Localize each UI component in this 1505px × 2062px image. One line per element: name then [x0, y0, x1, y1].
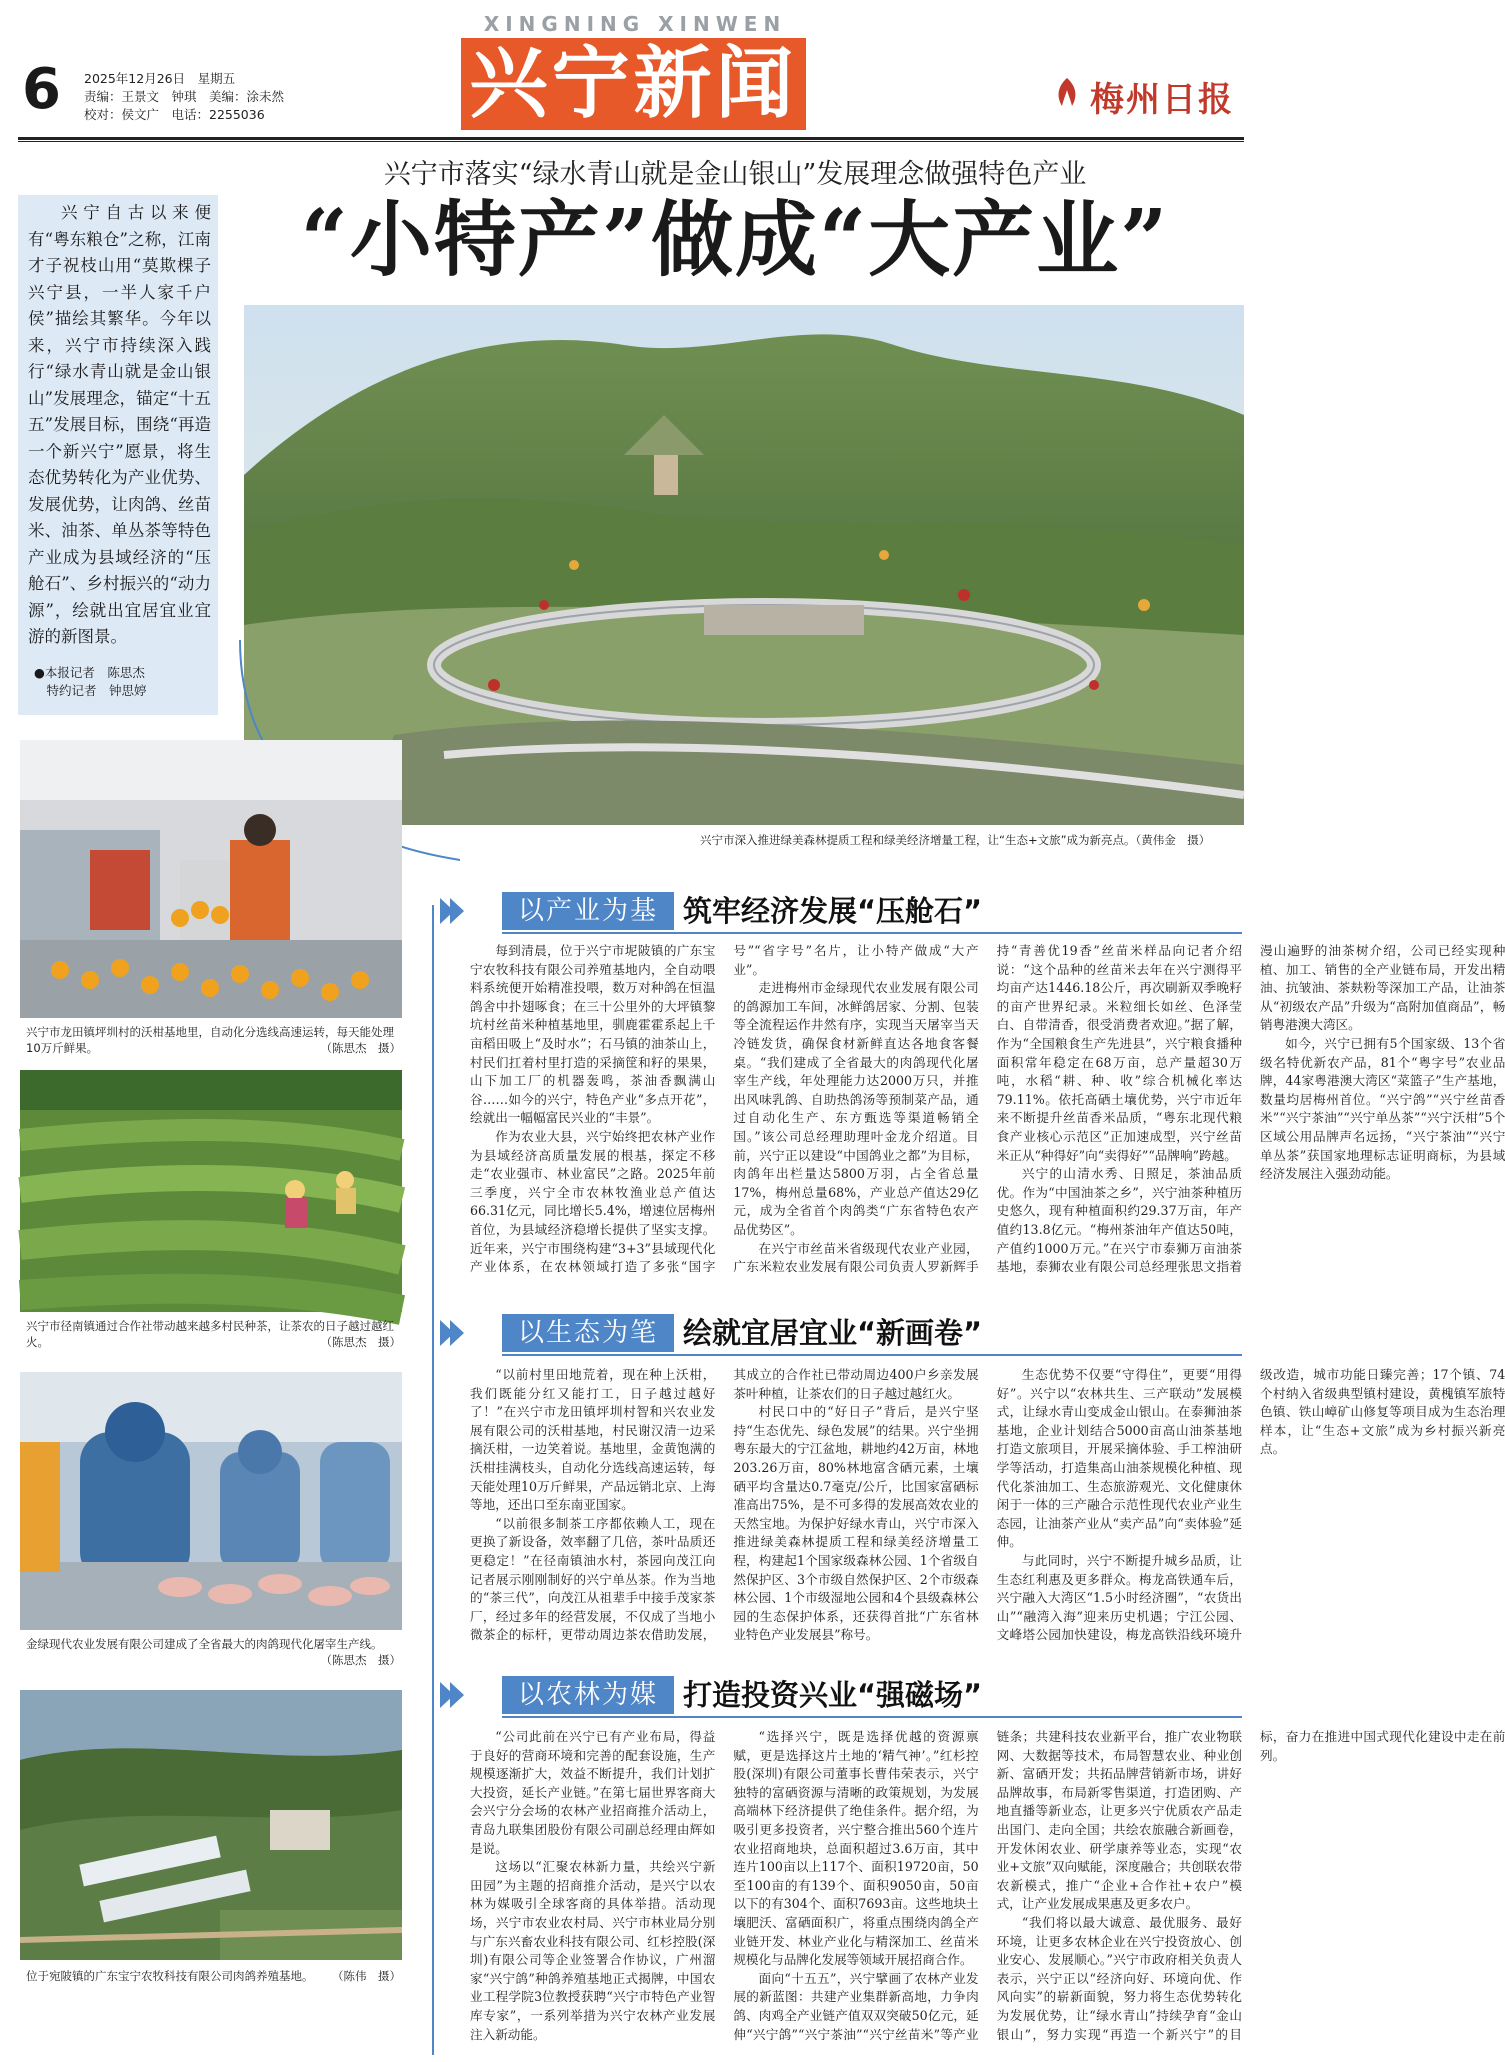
date-line: 2025年12月26日 星期五	[84, 71, 236, 86]
section-2-paragraph: “以前很多制茶工序都依赖人工，现在更换了新设备，效率翻了几倍，茶叶品质还更稳定！”在径南镇油水村，茶园向茂江向记者展示刚刚制好的兴宁单丛茶。作为当地的“茶三代”，向茂江从祖辈手中接手茂家茶厂，经过多年的经营发展，不仅成了当地小微茶企的标杆，更带动周边茶农借助发展，其成立的合作社已带动周边400户乡亲发展茶叶种植，让茶农们的日子越过越红火。	[470, 1367, 979, 1643]
section-pinyin: XINGNING XINWEN	[483, 12, 787, 36]
section-3-arrow-icon	[440, 1682, 466, 1708]
photo-caption-3-text: 金绿现代农业发展有限公司建成了全省最大的肉鸽现代化屠宰生产线。	[26, 1637, 383, 1651]
section-1-arrow-icon	[440, 898, 466, 924]
photo-pigeon-farm	[20, 1690, 402, 1960]
section-3-tag: 以农林为媒	[502, 1676, 674, 1714]
photo-credit-1: （陈思杰 摄）	[320, 1041, 401, 1055]
section-2-paragraph: 与此同时，兴宁不断提升城乡品质，让生态红利惠及更多群众。梅龙高铁通车后，兴宁融入大湾区“1.5小时经济圈”，“农货出山”“融湾入海”迎来历史机遇；宁江公园、文峰塔公园加快建设，梅龙高铁沿线环境升级改造，城市功能日臻完善；17个镇、74个村纳入省级典型镇村建设，黄槐镇军旅特色镇、铁山嶂矿山修复等项目成为生态治理样本，让“生态+文旅”成为乡村振兴新亮点。	[996, 1367, 1505, 1643]
section-1-rule	[502, 932, 1242, 934]
photo-orange-sorting-image	[20, 740, 402, 1018]
proof-line: 校对：侯文广 电话：2255036	[84, 107, 265, 122]
section-1-body	[470, 942, 1505, 1287]
section-3-paragraph: “选择兴宁，既是选择优越的资源禀赋，更是选择这片土地的‘精气神’。”红杉控股(深圳)有限公司董事长曹伟荣表示，兴宁独特的富硒资源与清晰的政策规划，为发展高端林下经济提供了绝佳条件。据介绍，为吸引更多投资者，兴宁整合推出560个连片农业招商地块，总面积超过3.6万亩，其中连片100亩以上117个、面积19720亩，50至100亩的有139个、面积9050亩，50亩以下的有304个、面积7693亩。这些地块土壤肥沃、富硒面积广，将重点围绕肉鸽全产业链开发、林业产业化与精深加工、丝苗米规模化与品牌化发展等领域开展招商合作。	[733, 1729, 979, 1968]
section-2-paragraph: “以前村里田地荒着，现在种上沃柑，我们既能分红又能打工，日子越过越好了！”在兴宁市龙田镇坪圳村智和兴农业发展有限公司的沃柑基地，村民谢汉清一边采摘沃柑，一边笑着说。基地里，金黄饱满的沃柑挂满枝头，自动化分选线高速运转，每天能处理10万斤鲜果，产品远销北京、上海等地，还出口至东南亚国家。	[470, 1367, 716, 1513]
section-1-paragraph: 如今，兴宁已拥有5个国家级、13个省级名特优新农产品，81个“粤字号”农业品牌，44家粤港澳大湾区“菜篮子”生产基地，数量均居梅州首位。“兴宁鸽”“兴宁丝苗香米”“兴宁茶油”“兴宁单丛茶”“兴宁沃柑”5个区域公用品牌声名远扬，“兴宁茶油”“兴宁单丛茶”获国家地理标志证明商标，为县域经济发展注入强劲动能。	[1259, 1035, 1505, 1182]
section-2-arrow-icon	[440, 1320, 466, 1346]
section-1-paragraph: 在兴宁市丝苗米省级现代农业产业园，广东米粒农业发展有限公司负责人罗新辉手持“青善优19香”丝苗米样品向记者介绍说：“这个品种的丝苗米去年在兴宁测得平均亩产达1446.18公斤，再次刷新双季晚籽的亩产世界纪录。米粒细长如丝、色泽莹白、自带清香，很受消费者欢迎。”据了解，作为“全国粮食生产先进县”，兴宁粮食播种面积常年稳定在68万亩，总产量超30万吨，水稻“耕、种、收”综合机械化率达79.11%。依托高硒土壤优势，兴宁市近年来不断提升丝苗香米品质，“粤东北现代粮食产业核心示范区”正加速成型，兴宁丝苗米正从“种得好”向“卖得好”“品牌响”跨越。	[733, 943, 1242, 1275]
section-2-paragraph: 村民口中的“好日子”背后，是兴宁坚持“生态优先、绿色发展”的结果。兴宁坐拥粤东最大的宁江盆地，耕地约42万亩，林地203.26万亩，80%林地富含硒元素，土壤硒平均含量达0.7毫克/公斤，比国家富硒标准高出75%，是不可多得的发展高效农业的天然宝地。为保护好绿水青山，兴宁市深入推进绿美森林提质工程和绿美经济增量工程，构建起1个国家级森林公园、1个省级自然保护区、3个市级自然保护区、2个市级森林公园、1个市级湿地公园和4个县级森林公园的生态保护体系，还获得首批“广东省林业特色产业发展县”称号。	[733, 1404, 979, 1643]
photo-caption-1-text: 兴宁市龙田镇坪圳村的沃柑基地里，自动化分选线高速运转，每天能处理10万斤鲜果。	[26, 1025, 394, 1055]
photo-caption-2	[26, 1318, 401, 1350]
section-1-tag: 以产业为基	[502, 892, 674, 930]
photo-credit-4: （陈伟 摄）	[332, 1969, 401, 1983]
photo-credit-3: （陈思杰 摄）	[320, 1653, 401, 1667]
photo-caption-4	[26, 1968, 401, 1984]
article-title: “小特产”做成“大产业”	[300, 192, 1170, 288]
column-divider	[432, 905, 434, 2055]
byline	[34, 664, 147, 700]
section-3-paragraph: 面向“十五五”，兴宁擘画了农林产业发展的新蓝图：共建产业集群新高地，力争肉鸽、肉鸡全产业链产值双双突破50亿元，延伸“兴宁鸽”“兴宁茶油”“兴宁丝苗米”等产业链条；共建科技农业新平台，推广农业物联网、大数据等技术，布局智慧农业、种业创新、富硒开发；共拓品牌营销新市场，讲好品牌故事，布局新零售渠道，打造团购、产地直播等新业态，让更多兴宁优质农产品走出国门、走向全国；共绘农旅融合新画卷，开发休闲农业、研学康养等业态，实现“农业+文旅”双向赋能，深度融合；共创联农带农新模式，推广“企业+合作社+农户”模式，让产业发展成果惠及更多农户。	[733, 1729, 1242, 2042]
section-2-rule	[502, 1354, 1242, 1356]
section-1-heading	[440, 888, 1245, 934]
section-1-paragraph: 兴宁的山清水秀、日照足，茶油品质优。作为“中国油茶之乡”，兴宁油茶种植历史悠久，现有种植面积约29.37万亩，年产值约13.8亿元。“梅州茶油年产值达50吨，产值约1000万元。”在兴宁市泰狮万亩油茶基地，泰狮农业有限公司总经理张思文指着漫山遍野的油茶树介绍，公司已经实现种植、加工、销售的全产业链布局，开发出精油、抗皱油、茶麸粉等深加工产品，让油茶从“初级农产品”升级为“高附加值商品”，畅销粤港澳大湾区。	[996, 943, 1505, 1275]
photo-pigeon-farm-image	[20, 1690, 402, 1960]
section-2-paragraph: 生态优势不仅要“守得住”，更要“用得好”。兴宁以“农林共生、三产联动”发展模式，让绿水青山变成金山银山。在泰狮油茶基地，企业计划结合5000亩高山油茶基地打造文旅项目，开展采摘体验、手工榨油研学等活动，打造集高山油茶规模化种植、现代化茶油加工、生态旅游观光、文化健康休闲于一体的三产融合示范性现代农业产业生态园，让油茶产业从“卖产品”向“卖体验”延伸。	[996, 1367, 1242, 1550]
section-3-paragraph: “公司此前在兴宁已有产业布局，得益于良好的营商环境和完善的配套设施，生产规模逐渐扩大，效益不断提升，我们计划扩大投资，延长产业链。”在第七届世界客商大会兴宁分会场的农林产业招商推介活动上，青岛九联集团股份有限公司副总经理由辉如是说。	[470, 1729, 716, 1856]
photo-caption-4-text: 位于宛陂镇的广东宝宁农牧科技有限公司肉鸽养殖基地。	[26, 1969, 314, 1983]
section-3-paragraph: “我们将以最大诚意、最优服务、最好环境，让更多农林企业在兴宁投资放心、创业安心、发展顺心。”兴宁市政府相关负责人表示，兴宁正以“经济向好、环境向优、作风向实”的崭新面貌，努力将生态优势转化为发展优势，让“绿水青山”持续孕育“金山银山”，努力实现“再造一个新兴宁”的目标，奋力在推进中国式现代化建设中走在前列。	[996, 1729, 1505, 2042]
header-rule	[18, 137, 1244, 140]
section-2-title: 绘就宜居宜业“新画卷”	[683, 1316, 983, 1350]
photo-caption-1	[26, 1024, 401, 1056]
article-subtitle: 兴宁市落实“绿水青山就是金山银山”发展理念做强特色产业	[383, 159, 1087, 190]
hero-caption: 兴宁市深入推进绿美森林提质工程和绿美经济增量工程，让“生态+文旅”成为新亮点。（黄伟金 摄）	[700, 833, 1211, 847]
section-masthead: 兴宁新闻	[461, 38, 806, 130]
photo-pigeon-line-image	[20, 1372, 402, 1630]
section-1-paragraph: 每到清晨，位于兴宁市坭陂镇的广东宝宁农牧科技有限公司养殖基地内，全自动喂料系统便开始精准投喂，数万对种鸽在恒温鸽舍中扑翅啄食；在三十公里外的大坪镇黎坑村丝苗米种植基地里，驯鹿霍霍系起上千亩稻田吸上“及时水”；石马镇的油茶山上，村民们扛着村里打造的采摘筐和籽的果果，山下加工厂的机器轰鸣，茶油香飘满山谷……如今的兴宁，特色产业“多点开花”，绘就出一幅幅富民兴业的“丰景”。	[470, 943, 716, 1126]
section-1-paragraph: 作为农业大县，兴宁始终把农林产业作为县域经济高质量发展的根基，探定不移走“农业强市、林业富民”之路。2025年前三季度，兴宁全市农林牧渔业总产值达66.31亿元，同比增长5.4%，增速位居梅州首位，为县域经济稳增长提供了坚实支撑。近年来，兴宁市围绕构建“3+3”县域现代化产业体系，在农林领域打造了多张“国字号”“省字号”名片，让小特产做成“大产业”。	[470, 943, 979, 1275]
photo-tea-garden	[20, 1070, 402, 1312]
photo-pigeon-line	[20, 1372, 402, 1630]
section-2-body	[470, 1366, 1505, 1656]
section-3-rule	[502, 1716, 1242, 1718]
section-3-heading	[440, 1672, 1245, 1718]
byline-correspondent: 特约记者 钟思婷	[34, 683, 147, 698]
photo-tea-garden-image	[20, 1070, 402, 1312]
section-2-tag: 以生态为笔	[502, 1314, 674, 1352]
newspaper-logo-icon	[1052, 76, 1082, 108]
page-meta	[84, 70, 284, 124]
section-3-paragraph: 这场以“汇聚农林新力量，共绘兴宁新田园”为主题的招商推介活动，是兴宁以农林为媒吸引全球客商的具体举措。活动现场，兴宁市农业农村局、兴宁市林业局分别与广东兴畜农业科技有限公司、红杉控股(深圳)有限公司等企业签署合作协议，广州溜家“兴宁鸽”种鸽养殖基地正式揭牌，中国农业工程学院3位教授获聘“兴宁市特色产业智库专家”，一系列举措为兴宁农林产业发展注入新动能。	[470, 1859, 716, 2042]
page-number: 6	[22, 57, 61, 122]
photo-caption-2-text: 兴宁市径南镇通过合作社带动越来越多村民种茶，让茶农的日子越过越红火。	[26, 1319, 394, 1349]
editors-line: 责编：王景文 钟琪 美编：涂未然	[84, 89, 285, 104]
photo-orange-sorting	[20, 740, 402, 1018]
photo-caption-3	[26, 1636, 401, 1668]
newspaper-name: 梅州日报	[1090, 80, 1234, 120]
header-rule-thin	[18, 141, 1244, 142]
section-3-body	[470, 1728, 1505, 2050]
section-1-paragraph: 走进梅州市金绿现代农业发展有限公司的鸽源加工车间，冰鲜鸽居家、分割、包装等全流程运作井然有序，实现当天屠宰当天冷链发货，确保食材新鲜直达各地食客餐桌。“我们建成了全省最大的肉鸽现代化屠宰生产线，年处理能力达2000万只，并推出风味乳鸽、自助热鸽汤等预制菜产品，通过自动化生产、东方甄选等渠道畅销全国。”该公司总经理助理叶金龙介绍道。目前，兴宁正以建设“中国鸽业之都”为目标，肉鸽年出栏量达5800万羽，占全省总量17%，梅州总量68%，产业总产值达29亿元，成为全省首个肉鸽类“广东省特色农产品优势区”。	[733, 980, 979, 1237]
photo-credit-2: （陈思杰 摄）	[320, 1335, 401, 1349]
byline-reporter: ●本报记者 陈思杰	[34, 665, 145, 680]
section-2-heading	[440, 1310, 1245, 1356]
section-3-title: 打造投资兴业“强磁场”	[683, 1678, 983, 1712]
section-1-title: 筑牢经济发展“压舱石”	[683, 894, 983, 928]
intro-text: 兴宁自古以来便有“粤东粮仓”之称，江南才子祝枝山用“莫欺棵子兴宁县，一半人家千户侯”描绘其繁华。今年以来，兴宁市持续深入践行“绿水青山就是金山银山”发展理念，锚定“十五五”发展目标，围绕“再造一个新兴宁”愿景，将生态优势转化为产业优势、发展优势，让肉鸽、丝苗米、油茶、单丛茶等特色产业成为县域经济的“压舱石”、乡村振兴的“动力源”，绘就出宜居宜业宜游的新图景。	[28, 203, 211, 646]
